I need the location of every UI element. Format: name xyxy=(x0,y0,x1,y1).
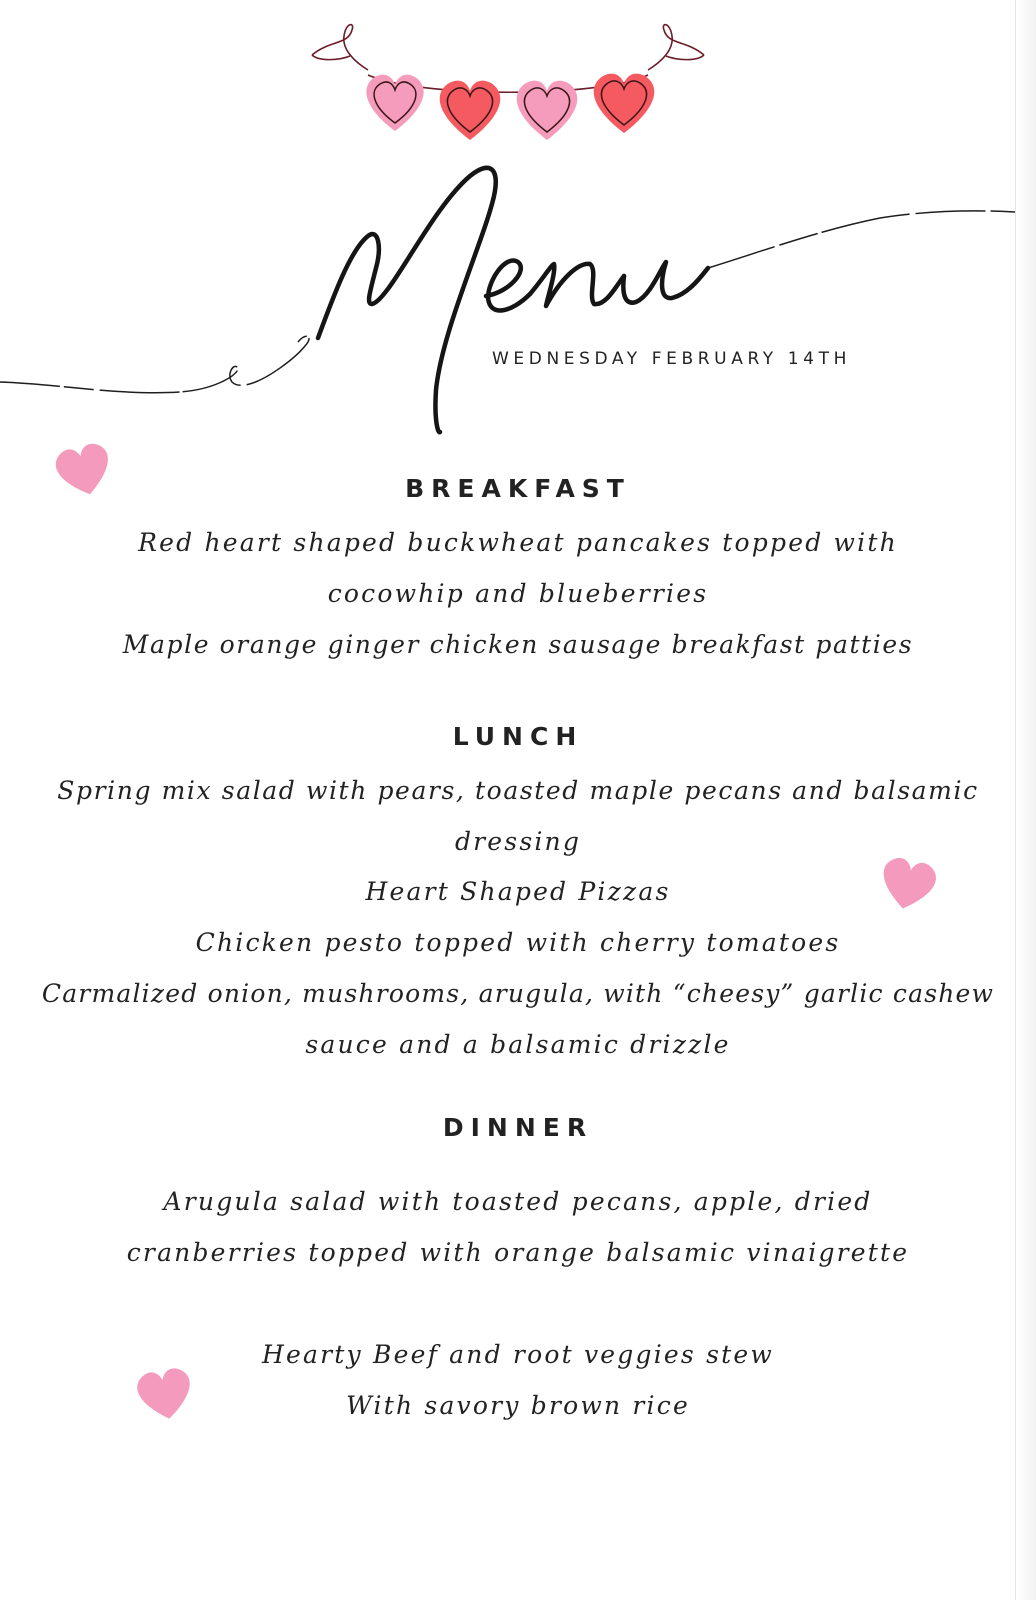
swoosh-left xyxy=(0,336,309,393)
section-title-lunch: LUNCH xyxy=(452,722,584,751)
menu-line: Spring mix salad with pears, toasted maple pecans and balsamic xyxy=(57,776,979,805)
menu-date: WEDNESDAY FEBRUARY 14TH xyxy=(492,349,851,369)
page-title xyxy=(300,190,730,450)
menu-line: Red heart shaped buckwheat pancakes topped with xyxy=(138,528,898,557)
swoosh-right xyxy=(708,211,1015,268)
menu-line: Chicken pesto topped with cherry tomatoes xyxy=(195,928,841,957)
menu-line: With savory brown rice xyxy=(346,1391,690,1420)
menu-line: Maple orange ginger chicken sausage breakfast patties xyxy=(122,630,914,659)
menu-line: cocowhip and blueberries xyxy=(327,579,709,608)
menu-line: Carmalized onion, mushrooms, arugula, with “cheesy” garlic cashew xyxy=(41,979,995,1008)
menu-line: cranberries topped with orange balsamic vinaigrette xyxy=(126,1238,910,1267)
garland-ribbon-left xyxy=(312,25,368,70)
garland-heart-2 xyxy=(440,81,501,140)
section-title-breakfast: BREAKFAST xyxy=(405,474,631,503)
section-title-dinner: DINNER xyxy=(442,1113,594,1142)
menu-line: Heart Shaped Pizzas xyxy=(365,877,671,906)
garland-heart-3 xyxy=(517,81,578,140)
menu-line: dressing xyxy=(454,827,582,856)
garland-ribbon-right xyxy=(648,25,704,70)
menu-line: sauce and a balsamic drizzle xyxy=(305,1030,731,1059)
menu-line: Arugula salad with toasted pecans, apple, dried xyxy=(163,1187,873,1216)
menu-line: Hearty Beef and root veggies stew xyxy=(262,1340,774,1369)
